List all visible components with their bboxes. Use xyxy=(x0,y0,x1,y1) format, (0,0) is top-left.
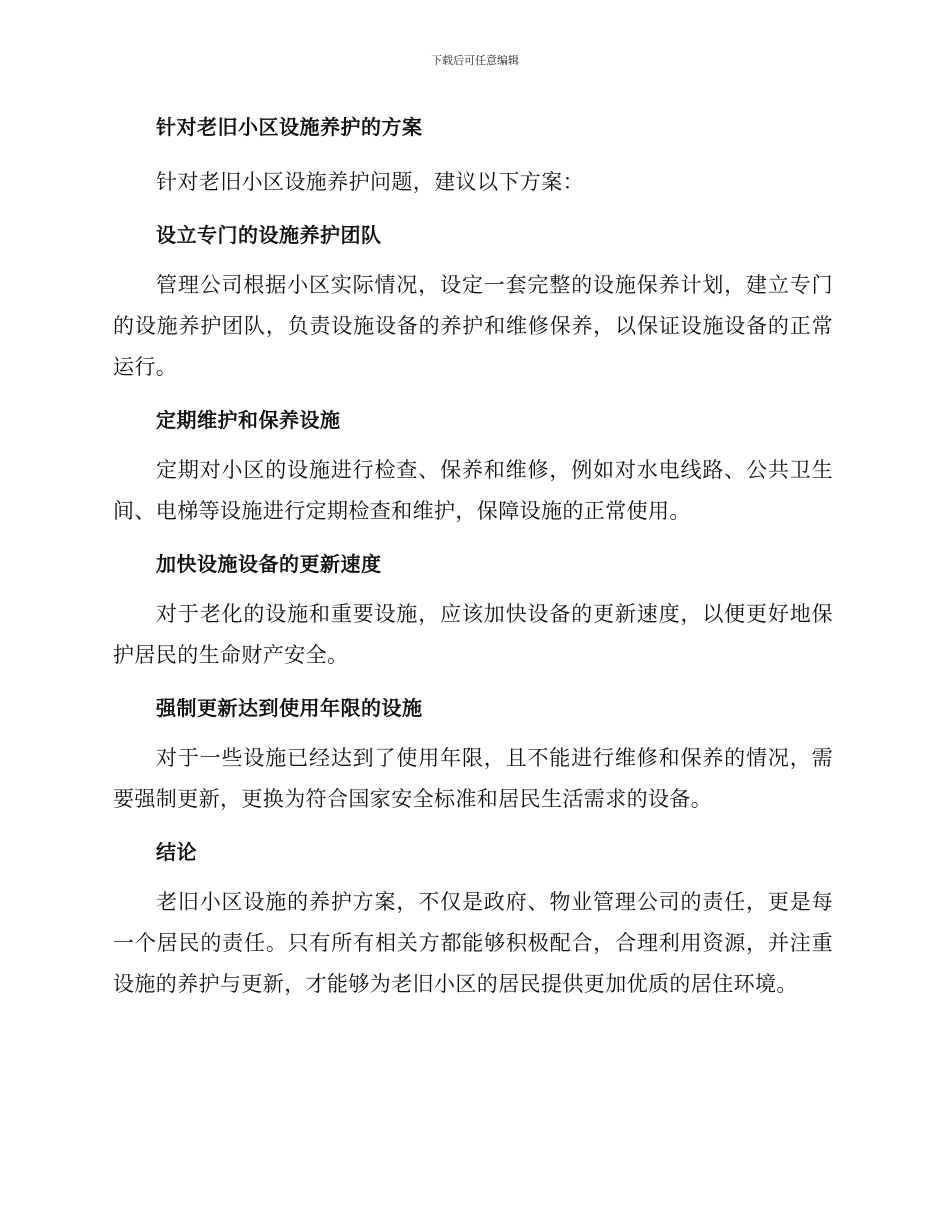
section-body-team: 管理公司根据小区实际情况，设定一套完整的设施保养计划，建立专门的设施养护团队，负责设施设备的养护和维修保养，以保证设施设备的正常运行。 xyxy=(113,273,833,379)
section-body-conclusion: 老旧小区设施的养护方案，不仅是政府、物业管理公司的责任，更是每一个居民的责任。只有所有相关方都能够积极配合，合理利用资源，并注重设施的养护与更新，才能够为老旧小区的居民提供更加优质的居住环境。 xyxy=(113,890,833,996)
section-heading-forced-update: 强制更新达到使用年限的设施 xyxy=(156,696,423,720)
section-heading-maintenance: 定期维护和保养设施 xyxy=(156,408,341,432)
page-header: 下载后可任意编辑 xyxy=(431,54,519,67)
section-heading-update-speed: 加快设施设备的更新速度 xyxy=(156,552,382,576)
section-heading-team: 设立专门的设施养护团队 xyxy=(156,223,382,247)
section-body-maintenance: 定期对小区的设施进行检查、保养和维修，例如对水电线路、公共卫生间、电梯等设施进行定期检查和维护，保障设施的正常使用。 xyxy=(113,458,833,523)
section-heading-conclusion: 结论 xyxy=(156,840,197,864)
section-body-forced-update: 对于一些设施已经达到了使用年限，且不能进行维修和保养的情况，需要强制更新，更换为符合国家安全标准和居民生活需求的设备。 xyxy=(113,746,833,811)
section-body-update-speed: 对于老化的设施和重要设施，应该加快设备的更新速度，以便更好地保护居民的生命财产安全。 xyxy=(113,602,833,667)
document-title: 针对老旧小区设施养护的方案 xyxy=(156,115,423,139)
document-body xyxy=(113,109,833,1005)
intro-paragraph: 针对老旧小区设施养护问题，建议以下方案： xyxy=(156,170,584,194)
